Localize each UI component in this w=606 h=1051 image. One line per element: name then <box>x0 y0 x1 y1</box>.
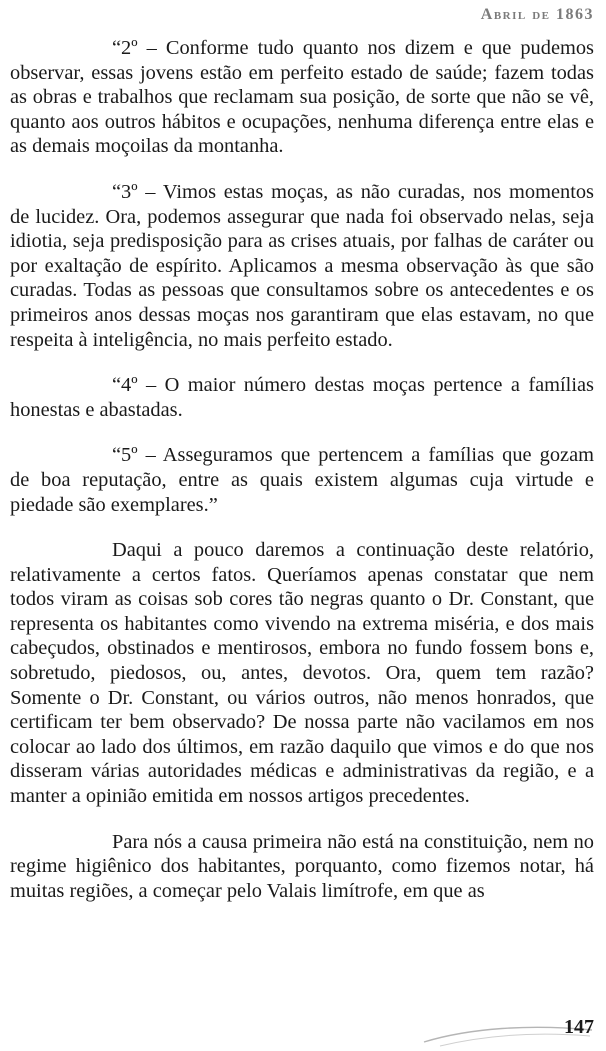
paragraph-item-3: “3º – Vimos estas moças, as não curadas, nos momentos de lucidez. Ora, podemos assegurar que nada foi observado nelas, seja idiotia, seja predisposição para as crises atuais, por falhas de caráter ou por exaltação de espírito. Aplicamos a mesma observação às que são curadas. Todas as pessoas que consultamos sobre os antecedentes e os primeiros anos dessas moças nos garantiram que elas estavam, no que respeita à inteligência, no mais perfeito estado. <box>10 180 594 351</box>
paragraph-commentary: Daqui a pouco daremos a continuação deste relatório, relativamente a certos fatos. Queríamos apenas constatar que nem todos viram as coisas sob cores tão negras quanto o Dr. Constant, que representa os habitantes como vivendo na extrema miséria, e dos mais cabeçudos, obstinados e mentirosos, embora no fundo fossem bons e, sobretudo, piedosos, ou, antes, devotos. Ora, quem tem razão? Somente o Dr. Constant, ou vários outros, não menos honrados, que certificam ter bem observado? De nossa parte não vacilamos em nos colocar ao lado dos últimos, em razão daquilo que vimos e do que nos disseram várias autoridades médicas e administrativas da região, e a manter a opinião emitida em nossos artigos precedentes. <box>10 539 594 808</box>
running-header: Abril de 1863 <box>480 6 594 23</box>
paragraph-conclusion: Para nós a causa primeira não está na constituição, nem no regime higiênico dos habitantes, porquanto, como fizemos notar, há muitas regiões, a começar pelo Valais limítrofe, em que as <box>10 830 594 902</box>
page-body <box>10 36 594 924</box>
paragraph-item-5: “5º – Asseguramos que pertencem a famílias que gozam de boa reputação, entre as quais existem algumas cuja virtude e piedade são exemplares.” <box>10 444 594 516</box>
paragraph-item-2: “2º – Conforme tudo quanto nos dizem e que pudemos observar, essas jovens estão em perfeito estado de saúde; fazem todas as obras e trabalhos que reclamam sua posição, de sorte que não se vê, quanto aos outros hábitos e ocupações, nenhuma diferença entre elas e as demais moçoilas da montanha. <box>10 37 594 158</box>
paragraph-item-4: “4º – O maior número destas moças pertence a famílias honestas e abastadas. <box>10 374 594 421</box>
page-number: 147 <box>564 1016 594 1038</box>
